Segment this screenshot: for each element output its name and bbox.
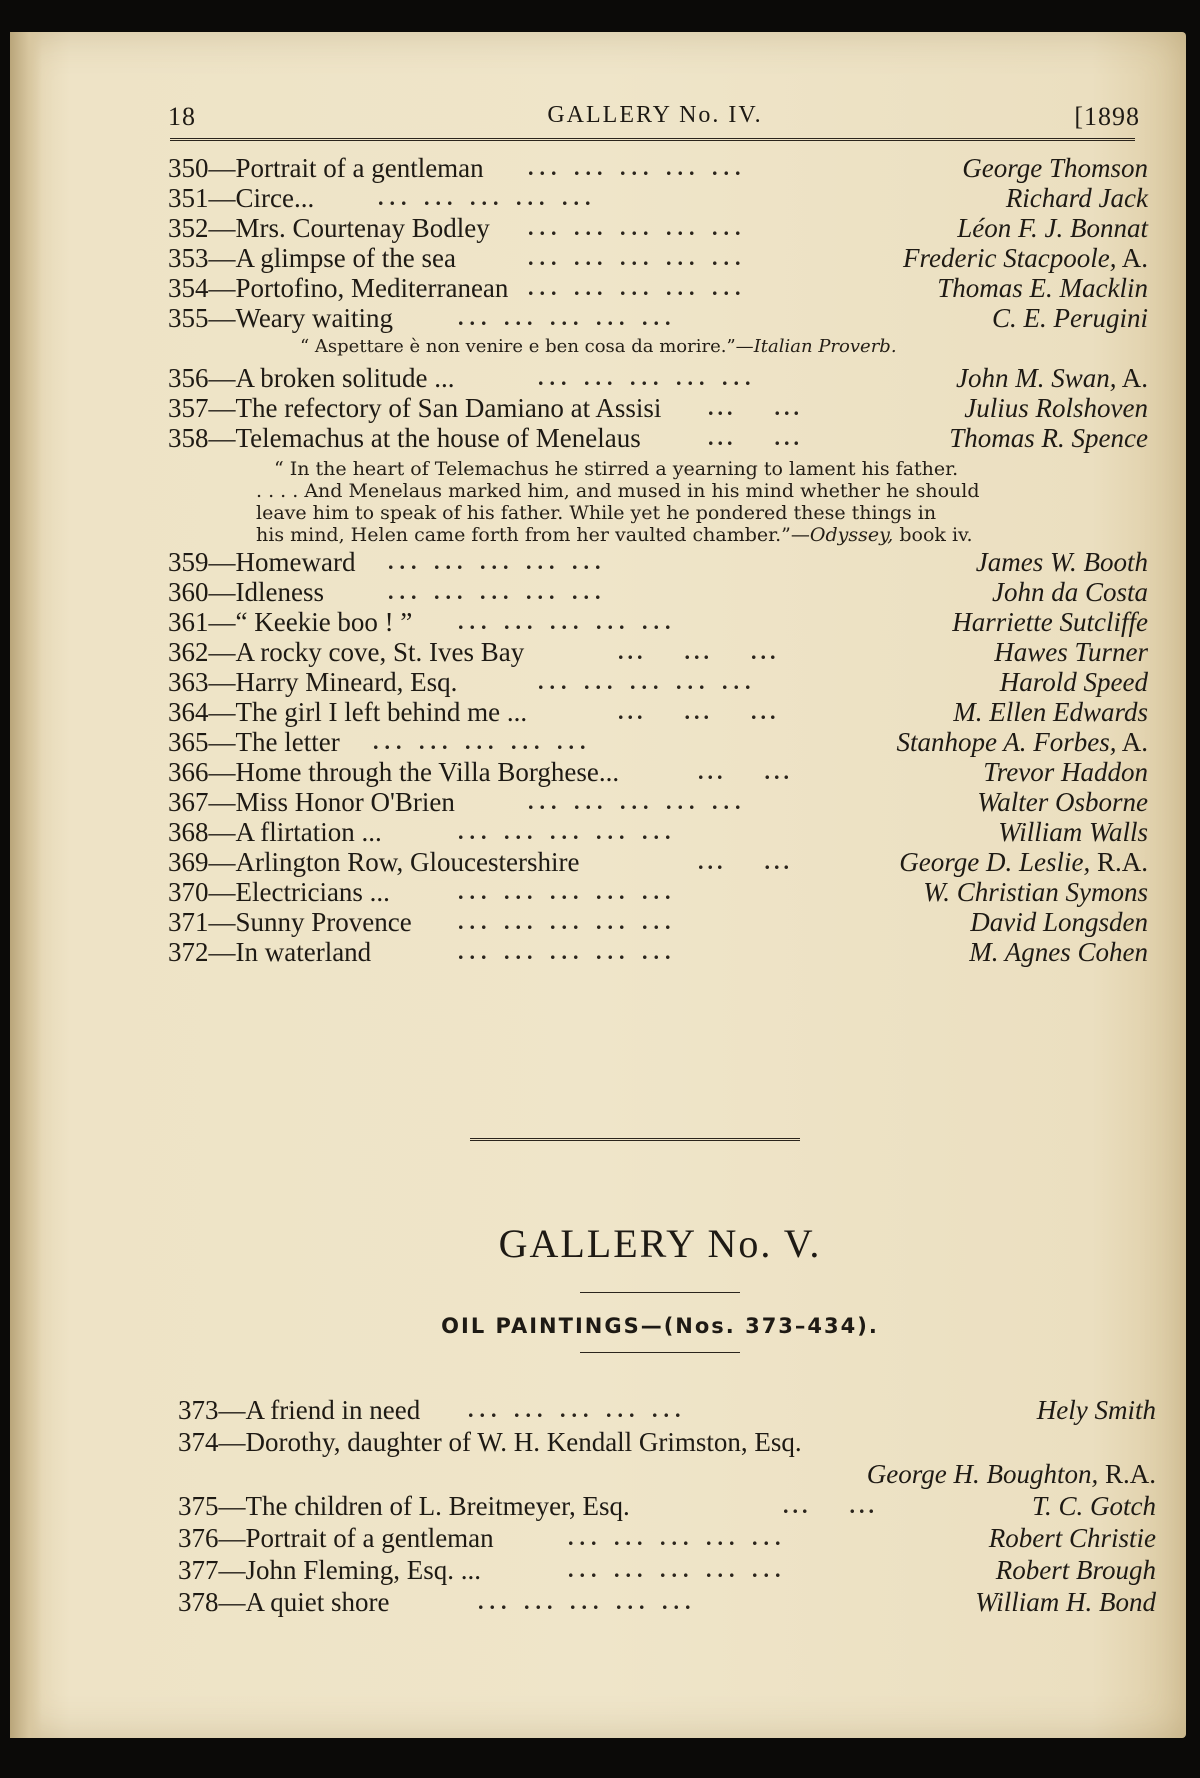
entry-artist: John M. Swan, A. bbox=[956, 363, 1148, 393]
catalogue-entry bbox=[168, 636, 1148, 668]
catalogue-entry bbox=[168, 906, 1148, 938]
book-gutter bbox=[10, 32, 42, 1738]
entry-artist: Robert Christie bbox=[988, 1523, 1156, 1553]
entry-title: 358—Telemachus at the house of Menelaus bbox=[168, 423, 641, 453]
dot-leader: ... ... ... ... ... bbox=[458, 819, 677, 844]
dot-leader: ... ... bbox=[698, 849, 793, 874]
catalogue-page bbox=[10, 32, 1186, 1738]
catalogue-entry bbox=[168, 272, 1148, 304]
catalogue-entry bbox=[178, 1554, 1156, 1586]
catalogue-entry bbox=[168, 876, 1148, 908]
entry-title: 351—Circe... bbox=[168, 183, 315, 213]
epigraph-proverb: “ Aspettare è non venire e ben cosa da morire.”—Italian Proverb. bbox=[300, 336, 897, 357]
dot-leader: ... ... ... ... ... bbox=[528, 155, 747, 180]
entry-artist: George D. Leslie, R.A. bbox=[899, 847, 1148, 877]
gallery-heading: GALLERY No. V. bbox=[498, 1221, 822, 1266]
entry-title: 350—Portrait of a gentleman bbox=[168, 153, 484, 183]
entry-title: 364—The girl I left behind me ... bbox=[168, 697, 528, 727]
entry-artist: George H. Boughton, R.A. bbox=[866, 1459, 1156, 1489]
entry-title: 361—“ Keekie boo ! ” bbox=[168, 607, 413, 637]
entry-title: 357—The refectory of San Damiano at Assisi bbox=[168, 393, 662, 423]
entry-title: 372—In waterland bbox=[168, 937, 372, 967]
catalogue-entry bbox=[168, 786, 1148, 818]
entry-title: 366—Home through the Villa Borghese... bbox=[168, 757, 620, 787]
entry-artist: Thomas R. Spence bbox=[949, 423, 1148, 453]
catalogue-entry bbox=[168, 726, 1148, 758]
entry-title: 353—A glimpse of the sea bbox=[168, 243, 456, 273]
entry-title: 371—Sunny Provence bbox=[168, 907, 412, 937]
dot-leader: ... ... ... ... ... bbox=[373, 729, 592, 754]
entry-title: 373—A friend in need bbox=[178, 1395, 421, 1425]
entry-artist: T. C. Gotch bbox=[1031, 1491, 1156, 1521]
entry-artist: Hawes Turner bbox=[994, 637, 1148, 667]
dot-leader: ... ... bbox=[783, 1493, 878, 1518]
entry-title: 355—Weary waiting bbox=[168, 303, 394, 333]
catalogue-entry bbox=[168, 606, 1148, 638]
dot-leader: ... ... ... ... ... bbox=[468, 1397, 687, 1422]
dot-leader: ... ... bbox=[698, 759, 793, 784]
running-header bbox=[160, 72, 1150, 131]
section-divider bbox=[470, 1138, 800, 1146]
entry-artist: C. E. Perugini bbox=[992, 303, 1148, 333]
entry-artist: William H. Bond bbox=[975, 1587, 1156, 1617]
heading-rule bbox=[580, 1292, 740, 1293]
catalogue-entry bbox=[178, 1426, 1156, 1458]
dot-leader: ... ... ... ... ... bbox=[478, 1589, 697, 1614]
entry-title: 365—The letter bbox=[168, 727, 340, 757]
dot-leader: ... ... ... ... ... bbox=[458, 879, 677, 904]
epigraph-odyssey: “ In the heart of Telemachus he stirred a yearning to lament his father. . . . . And Menelaus marked him, and mused in his mind whether he should leave him to speak of his father. While yet he pondered these things in his mind, Helen came forth from her vaulted chamber.”—Odyssey, book iv. bbox=[256, 458, 980, 546]
dot-leader: ... ... ... ... ... bbox=[458, 909, 677, 934]
entry-artist: Stanhope A. Forbes, A. bbox=[896, 727, 1148, 757]
entry-artist: Walter Osborne bbox=[977, 787, 1148, 817]
catalogue-entry bbox=[168, 936, 1148, 968]
entry-title: 360—Idleness bbox=[168, 577, 324, 607]
catalogue-entry bbox=[168, 546, 1148, 578]
dot-leader: ... ... ... ... ... bbox=[528, 275, 747, 300]
entry-artist: Robert Brough bbox=[995, 1555, 1156, 1585]
dot-leader: ... ... ... ... ... bbox=[378, 185, 597, 210]
entry-title: 374—Dorothy, daughter of W. H. Kendall Grimston, Esq. bbox=[178, 1427, 802, 1457]
catalogue-entry bbox=[168, 696, 1148, 728]
dot-leader: ... ... ... ... ... bbox=[528, 245, 747, 270]
entry-title: 362—A rocky cove, St. Ives Bay bbox=[168, 637, 525, 667]
entry-artist: Trevor Haddon bbox=[983, 757, 1148, 787]
catalogue-entry bbox=[168, 846, 1148, 878]
entry-artist: James W. Booth bbox=[975, 547, 1148, 577]
catalogue-entry bbox=[178, 1394, 1156, 1426]
catalogue-entry bbox=[168, 212, 1148, 244]
entry-title: 363—Harry Mineard, Esq. bbox=[168, 667, 458, 697]
entry-artist: Harriette Sutcliffe bbox=[952, 607, 1148, 637]
running-title: GALLERY No. IV. bbox=[547, 102, 763, 128]
entry-title: 375—The children of L. Breitmeyer, Esq. bbox=[178, 1491, 630, 1521]
entry-title: 356—A broken solitude ... bbox=[168, 363, 455, 393]
entry-title: 376—Portrait of a gentleman bbox=[178, 1523, 494, 1553]
dot-leader: ... ... ... ... ... bbox=[458, 305, 677, 330]
scan-border bbox=[0, 1745, 1200, 1778]
entry-title: 377—John Fleming, Esq. ... bbox=[178, 1555, 482, 1585]
entry-title: 378—A quiet shore bbox=[178, 1587, 390, 1617]
dot-leader: ... ... ... ... ... bbox=[528, 789, 747, 814]
gallery-subtitle: OIL PAINTINGS—(Nos. 373–434). bbox=[441, 1314, 879, 1338]
entry-artist: Thomas E. Macklin bbox=[937, 273, 1148, 303]
entry-artist: Frederic Stacpoole, A. bbox=[903, 243, 1148, 273]
header-rule bbox=[170, 138, 1135, 145]
entry-artist: Julius Rolshoven bbox=[964, 393, 1148, 423]
catalogue-entry bbox=[178, 1522, 1156, 1554]
catalogue-entry bbox=[168, 422, 1148, 454]
catalogue-entry bbox=[168, 182, 1148, 214]
running-year: [1898 bbox=[1074, 102, 1140, 131]
entry-title: 370—Electricians ... bbox=[168, 877, 390, 907]
page-number: 18 bbox=[168, 102, 196, 131]
dot-leader: ... ... ... ... ... bbox=[568, 1557, 787, 1582]
entry-artist: Richard Jack bbox=[1005, 183, 1148, 213]
dot-leader: ... ... ... ... ... bbox=[528, 215, 747, 240]
entry-title: 354—Portofino, Mediterranean bbox=[168, 273, 509, 303]
entry-artist: John da Costa bbox=[991, 577, 1148, 607]
entry-artist: M. Agnes Cohen bbox=[969, 937, 1148, 967]
catalogue-entry bbox=[168, 392, 1148, 424]
catalogue-entry bbox=[178, 1586, 1156, 1618]
entry-artist: Harold Speed bbox=[999, 667, 1148, 697]
dot-leader: ... ... ... ... ... bbox=[458, 939, 677, 964]
entry-title: 352—Mrs. Courtenay Bodley bbox=[168, 213, 490, 243]
catalogue-entry bbox=[168, 666, 1148, 698]
entry-artist: George Thomson bbox=[962, 153, 1148, 183]
dot-leader: ... ... ... bbox=[618, 639, 780, 664]
dot-leader: ... ... ... bbox=[618, 699, 780, 724]
entry-title: 367—Miss Honor O'Brien bbox=[168, 787, 455, 817]
dot-leader: ... ... ... ... ... bbox=[388, 549, 607, 574]
dot-leader: ... ... ... ... ... bbox=[538, 365, 757, 390]
entry-artist: Hely Smith bbox=[1036, 1395, 1156, 1425]
dot-leader: ... ... ... ... ... bbox=[388, 579, 607, 604]
dot-leader: ... ... ... ... ... bbox=[538, 669, 757, 694]
dot-leader: ... ... ... ... ... bbox=[568, 1525, 787, 1550]
catalogue-entry bbox=[168, 242, 1148, 274]
catalogue-entry bbox=[168, 576, 1148, 608]
catalogue-entry bbox=[168, 302, 1148, 334]
entry-title: 359—Homeward bbox=[168, 547, 356, 577]
dot-leader: ... ... bbox=[708, 425, 803, 450]
entry-artist: Léon F. J. Bonnat bbox=[957, 213, 1148, 243]
entry-title: 368—A flirtation ... bbox=[168, 817, 382, 847]
entry-artist: W. Christian Symons bbox=[923, 877, 1148, 907]
catalogue-entry bbox=[168, 362, 1148, 394]
catalogue-entry bbox=[168, 756, 1148, 788]
entry-artist: M. Ellen Edwards bbox=[953, 697, 1148, 727]
entry-title: 369—Arlington Row, Gloucestershire bbox=[168, 847, 580, 877]
entry-artist: William Walls bbox=[998, 817, 1148, 847]
dot-leader: ... ... ... ... ... bbox=[458, 609, 677, 634]
subtitle-rule bbox=[580, 1352, 740, 1353]
catalogue-entry bbox=[178, 1490, 1156, 1522]
dot-leader: ... ... bbox=[708, 395, 803, 420]
catalogue-entry bbox=[168, 152, 1148, 184]
entry-artist: David Longsden bbox=[970, 907, 1148, 937]
catalogue-entry bbox=[168, 816, 1148, 848]
